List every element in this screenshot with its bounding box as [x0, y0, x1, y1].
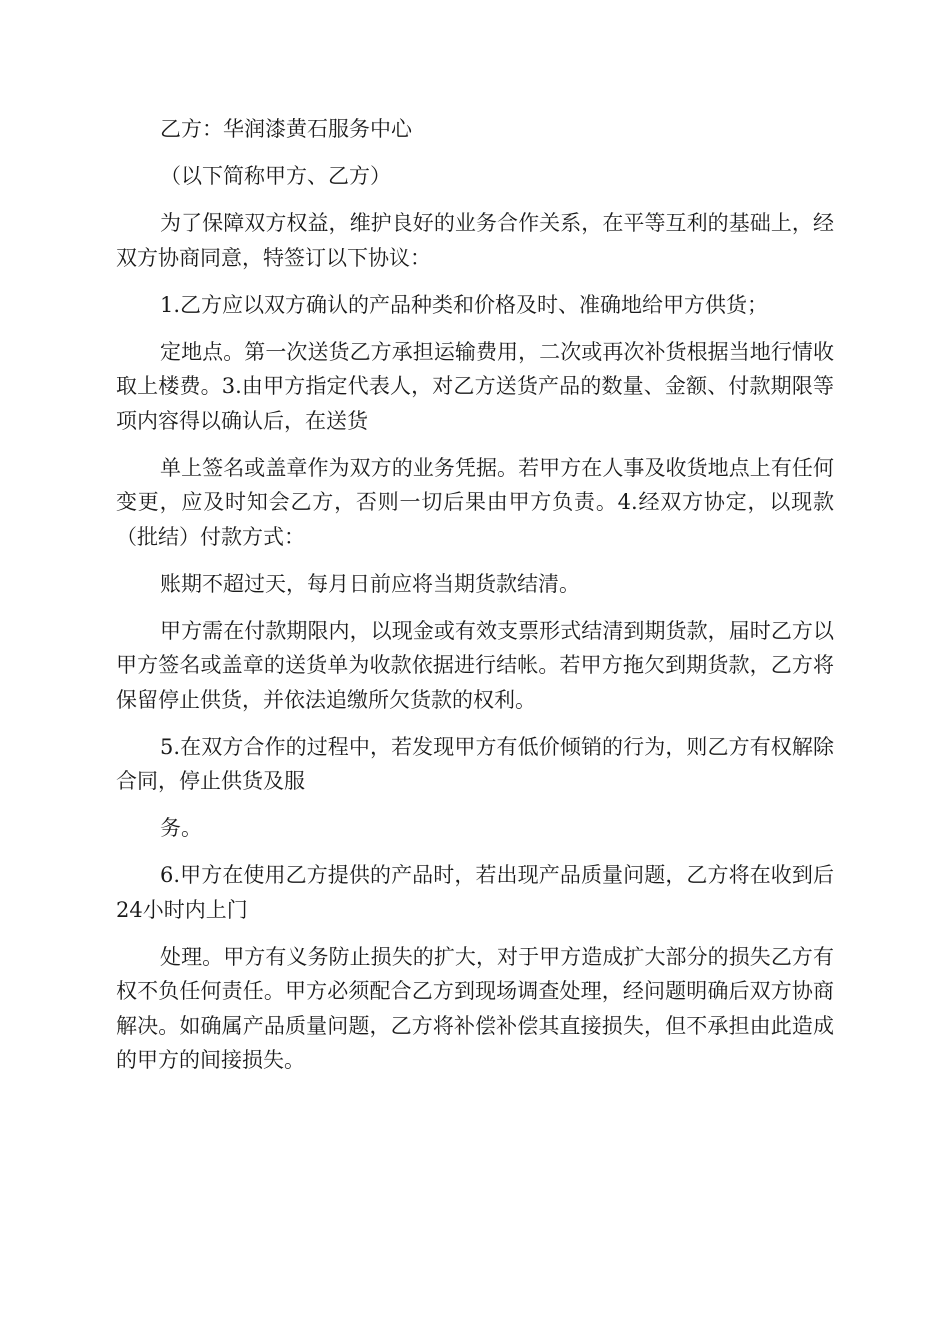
party-b-line: 乙方：华润漆黄石服务中心: [160, 117, 412, 141]
preamble-paragraph: 为了保障双方权益，维护良好的业务合作关系，在平等互利的基础上，经双方协商同意，特签订以下协议：: [116, 211, 834, 270]
clause-5: 5.在双方合作的过程中，若发现甲方有低价倾销的行为，则乙方有权解除合同，停止供货及服: [116, 734, 834, 793]
abbreviation-note: （以下简称甲方、乙方）: [160, 164, 391, 188]
signature-paragraph: 单上签名或盖章作为双方的业务凭据。若甲方在人事及收货地点上有任何变更，应及时知会乙方，否则一切后果由甲方负责。4.经双方协定，以现款（批结）付款方式：: [116, 455, 834, 549]
delivery-paragraph: 定地点。第一次送货乙方承担运输费用，二次或再次补货根据当地行情收取上楼费。3.由甲方指定代表人，对乙方送货产品的数量、金额、付款期限等项内容得以确认后，在送货: [116, 339, 834, 433]
payment-term-paragraph: 账期不超过天，每月日前应将当期货款结清。: [160, 571, 580, 596]
document-body: [116, 112, 834, 1090]
quality-handling-paragraph: 处理。甲方有义务防止损失的扩大，对于甲方造成扩大部分的损失乙方有权不负任何责任。甲方必须配合乙方到现场调查处理，经问题明确后双方协商解决。如确属产品质量问题，乙方将补偿补偿其直接损失，但不承担由此造成的甲方的间接损失。: [116, 944, 834, 1072]
clause-6: 6.甲方在使用乙方提供的产品时，若出现产品质量问题，乙方将在收到后24小时内上门: [116, 863, 834, 922]
clause-1: 1.乙方应以双方确认的产品种类和价格及时、准确地给甲方供货；: [160, 292, 769, 317]
settlement-paragraph: 甲方需在付款期限内，以现金或有效支票形式结清到期货款，届时乙方以甲方签名或盖章的送货单为收款依据进行结帐。若甲方拖欠到期货款，乙方将保留停止供货，并依法追缴所欠货款的权利。: [116, 618, 834, 712]
clause-5-continuation: 务。: [160, 816, 202, 840]
